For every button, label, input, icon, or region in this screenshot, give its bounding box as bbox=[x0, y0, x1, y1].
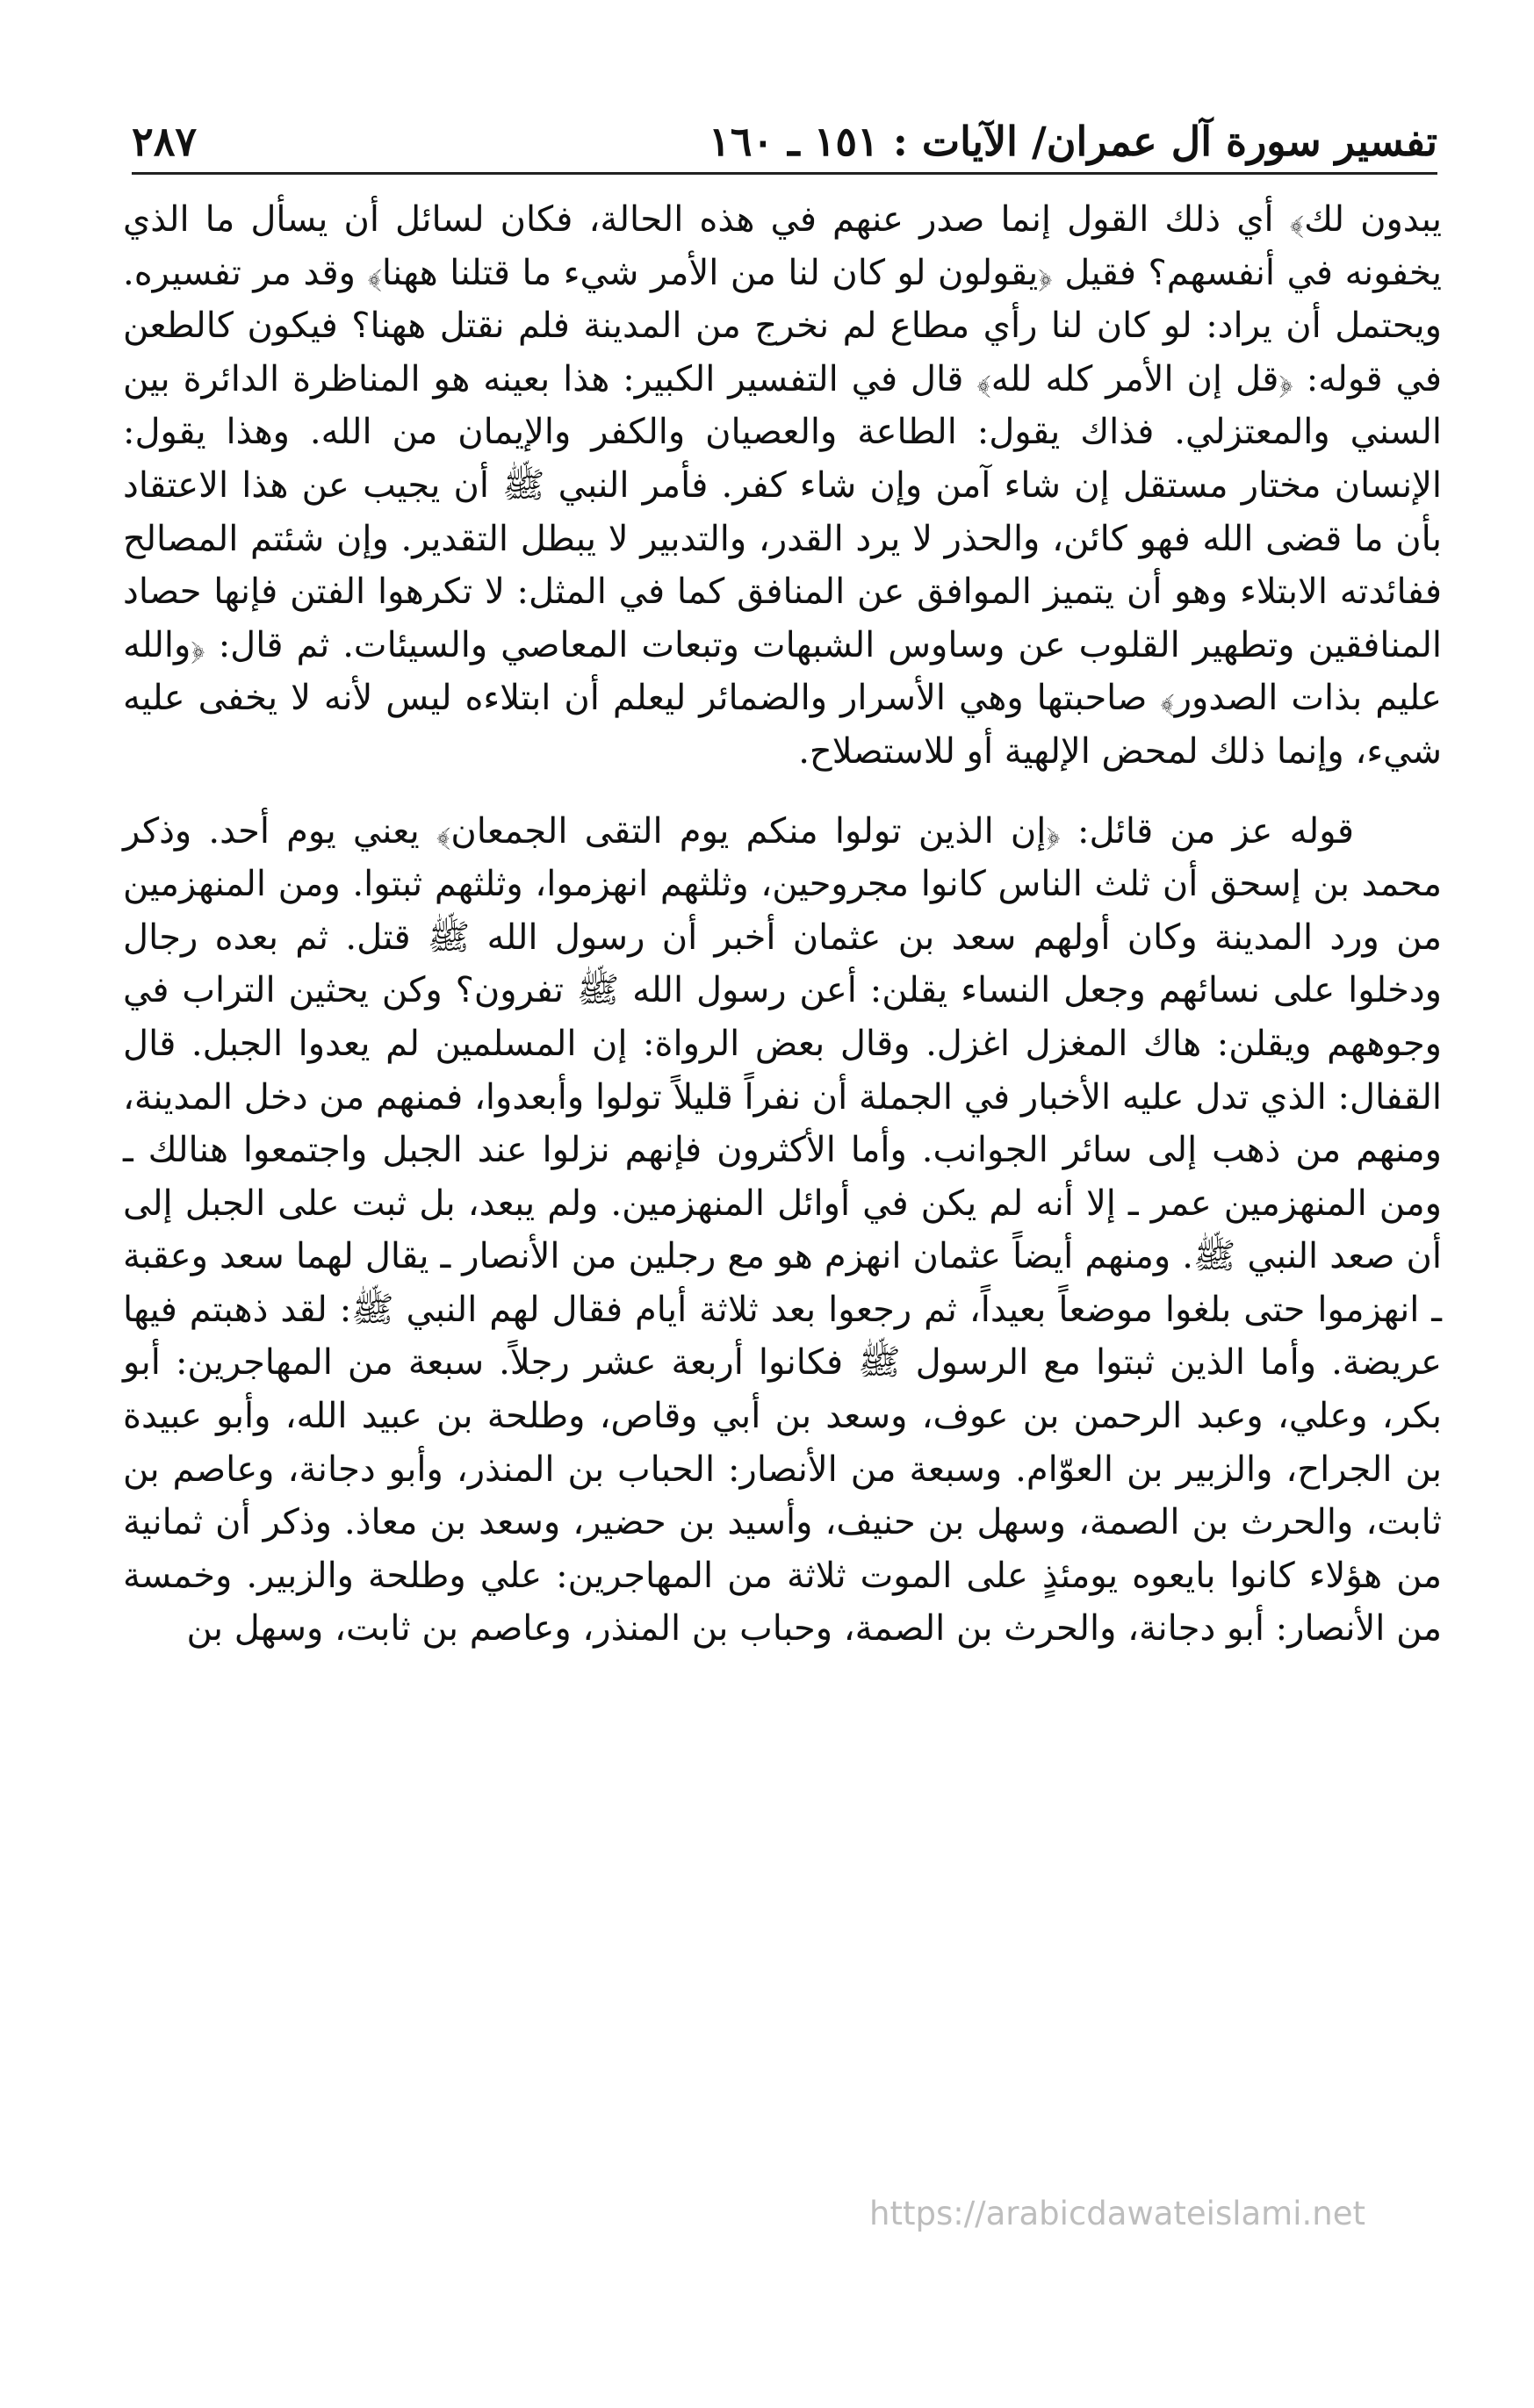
body-text bbox=[123, 193, 1442, 1656]
paragraph-2: قوله عز من قائل: ﴿إن الذين تولوا منكم يوم التقى الجمعان﴾ يعني يوم أحد. وذكر محمد بن إسحق أن ثلث الناس كانوا مجروحين، وثلثهم انهزموا، وثلثهم ثبتوا. ومن المنهزمين من ورد المدينة وكان أولهم سعد بن عثمان أخبر أن رسول الله ﷺ قتل. ثم بعده رجال ودخلوا على نسائهم وجعل النساء يقلن: أعن رسول الله ﷺ تفرون؟ وكن يحثين التراب في وجوههم ويقلن: هاك المغزل اغزل. وقال بعض الرواة: إن المسلمين لم يعدوا الجبل. قال القفال: الذي تدل عليه الأخبار في الجملة أن نفراً قليلاً تولوا وأبعدوا، فمنهم من دخل المدينة، ومنهم من ذهب إلى سائر الجوانب. وأما الأكثرون فإنهم نزلوا عند الجبل واجتمعوا هنالك ـ ومن المنهزمين عمر ـ إلا أنه لم يكن في أوائل المنهزمين. ولم يبعد، بل ثبت على الجبل إلى أن صعد النبي ﷺ. ومنهم أيضاً عثمان انهزم هو مع رجلين من الأنصار ـ يقال لهما سعد وعقبة ـ انهزموا حتى بلغوا موضعاً بعيداً، ثم رجعوا بعد ثلاثة أيام فقال لهم النبي ﷺ: لقد ذهبتم فيها عريضة. وأما الذين ثبتوا مع الرسول ﷺ فكانوا أربعة عشر رجلاً. سبعة من المهاجرين: أبو بكر، وعلي، وعبد الرحمن بن عوف، وسعد بن أبي وقاص، وطلحة بن عبيد الله، وأبو عبيدة بن الجراح، والزبير بن العوّام. وسبعة من الأنصار: الحباب بن المنذر، وأبو دجانة، وعاصم بن ثابت، والحرث بن الصمة، وسهل بن حنيف، وأسيد بن حضير، وسعد بن معاذ. وذكر أن ثمانية من هؤلاء كانوا بايعوه يومئذٍ على الموت ثلاثة من المهاجرين: علي وطلحة والزبير. وخمسة من الأنصار: أبو دجانة، والحرث بن الصمة، وحباب بن المنذر، وعاصم بن ثابت، وسهل بن bbox=[123, 810, 1443, 1650]
header-divider bbox=[132, 172, 1437, 175]
running-header bbox=[132, 95, 1437, 165]
watermark-url: https://arabicdawateislami.net bbox=[869, 2195, 1365, 2232]
paragraph-1: يبدون لك﴾ أي ذلك القول إنما صدر عنهم في هذه الحالة، فكان لسائل أن يسأل ما الذي يخفونه في أنفسهم؟ فقيل ﴿يقولون لو كان لنا من الأمر شيء ما قتلنا ههنا﴾ وقد مر تفسيره. ويحتمل أن يراد: لو كان لنا رأي مطاع لم نخرج من المدينة فلم نقتل ههنا؟ فيكون كالطعن في قوله: ﴿قل إن الأمر كله لله﴾ قال في التفسير الكبير: هذا بعينه هو المناظرة الدائرة بين السني والمعتزلي. فذاك يقول: الطاعة والعصيان والكفر والإيمان من الله. وهذا يقول: الإنسان مختار مستقل إن شاء آمن وإن شاء كفر. فأمر النبي ﷺ أن يجيب عن هذا الاعتقاد بأن ما قضى الله فهو كائن، والحذر لا يرد القدر، والتدبير لا يبطل التقدير. وإن شئتم المصالح ففائدته الابتلاء وهو أن يتميز الموافق عن المنافق كما في المثل: لا تكرهوا الفتن فإنها حصاد المنافقين وتطهير القلوب عن وساوس الشبهات وتبعات المعاصي والسيئات. ثم قال: ﴿والله عليم بذات الصدور﴾ صاحبتها وهي الأسرار والضمائر ليعلم أن ابتلاءه ليس لأنه لا يخفى عليه شيء، وإنما ذلك لمحض الإلهية أو للاستصلاح. bbox=[123, 199, 1442, 772]
page-number: ٢٨٧ bbox=[132, 118, 198, 165]
running-title: تفسير سورة آل عمران/ الآيات : ١٥١ ـ ١٦٠ bbox=[709, 118, 1437, 165]
